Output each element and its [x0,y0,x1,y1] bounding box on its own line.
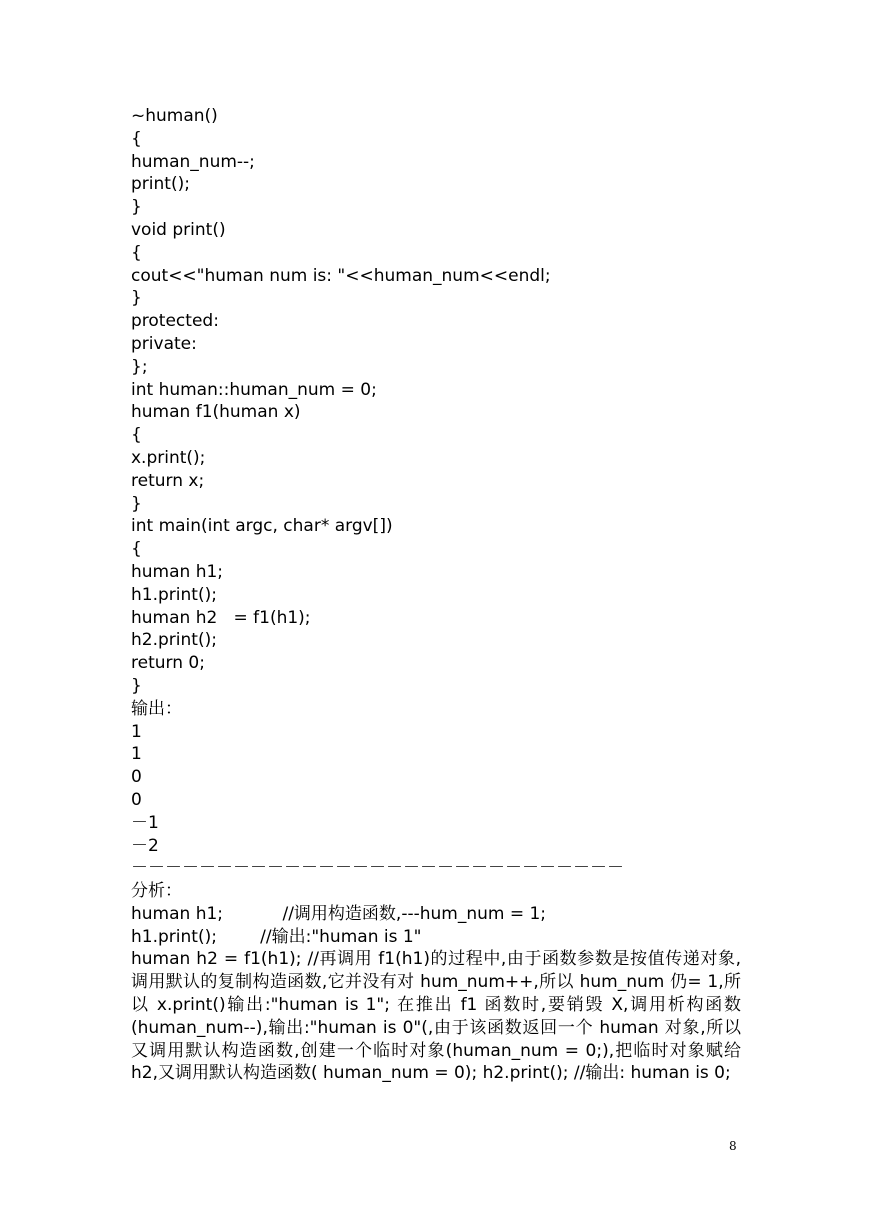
analysis-line: h1.print(); //输出:"human is 1" [131,926,422,947]
code-line: return 0; [131,653,205,674]
code-line: { [131,242,142,263]
code-line: h1.print(); [131,584,217,605]
code-line: human h2 = f1(h1); [131,607,311,628]
analysis-lines [131,903,741,949]
code-line: } [131,288,142,309]
code-line: ~human() [131,106,218,126]
output-value: 0 [131,789,142,810]
output-values [131,721,741,858]
code-line: int main(int argc, char* argv[]) [131,516,393,537]
document-body [131,105,741,1085]
code-listing [131,105,741,698]
analysis-label: 分析： [131,881,182,902]
code-line: } [131,675,142,696]
output-value: 0 [131,767,142,788]
code-line: }; [131,356,148,377]
code-line: cout<<"human num is: "<<human_num<<endl; [131,265,551,286]
output-label: 输出： [131,698,182,719]
code-line: human h1; [131,561,224,582]
output-value: －2 [131,835,159,856]
code-line: return x; [131,470,205,491]
analysis-paragraph: human h2 = f1(h1); //再调用 f1(h1)的过程中,由于函数参数是按值传递对象,调用默认的复制构造函数,它并没有对 hum_num++,所以 hum_num 仍= 1,所以 x.print()输出:"human is 1"; 在推出 f1 函数时,要销毁 X,调用析构函数(human_num--),输出:"human is 0"(,由于该函数返回一个 human 对象,所以又调用默认构造函数,创建一个临时对象(human_num = 0;),把临时对象赋给 h2,又调用默认构造函数( human_num = 0); h2.print(); //输出: human is 0; [131,949,741,1084]
code-line: x.print(); [131,447,206,468]
analysis-line: human h1; //调用构造函数,---hum_num = 1; [131,903,547,924]
code-line: h2.print(); [131,630,217,651]
output-value: 1 [131,721,142,742]
page-number: 8 [729,1139,737,1153]
code-line: protected: [131,311,219,332]
code-line: private: [131,333,197,354]
code-line: { [131,128,142,149]
code-line: human f1(human x) [131,402,301,423]
code-line: } [131,493,142,514]
code-line: human_num--; [131,151,255,172]
code-line: { [131,425,142,446]
output-value: －1 [131,812,159,833]
separator-line: －－－－－－－－－－－－－－－－－－－－－－－－－－－－－ [131,858,624,879]
code-line: { [131,539,142,560]
code-line: int human::human_num = 0; [131,379,377,400]
output-value: 1 [131,744,142,765]
code-line: void print() [131,219,226,240]
code-line: } [131,197,142,218]
code-line: print(); [131,174,190,195]
